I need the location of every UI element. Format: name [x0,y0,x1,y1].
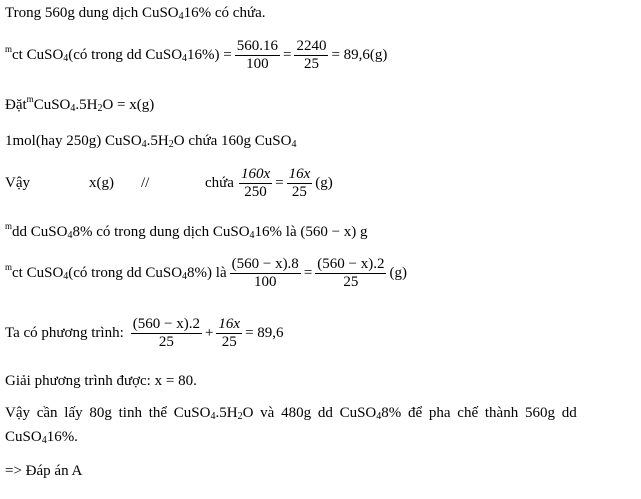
subscript: 4 [178,10,184,22]
text: O và 480g dd CuSO [242,405,377,421]
subscript: 4 [41,434,47,446]
text: CuSO [5,429,42,445]
numerator: 160x [240,166,271,182]
fraction [315,256,386,292]
text: dd CuSO [12,224,68,240]
prefix-m: m [5,221,13,231]
text: .5H [75,97,98,113]
prefix-m: m [5,44,13,55]
fraction [131,316,202,352]
denominator: 250 [244,184,267,201]
line-9 [5,374,197,389]
line-11 [5,430,78,445]
text: Vậy cần lấy 80g tinh thể CuSO [5,405,211,421]
subscript: 2 [97,102,103,114]
denominator: 25 [343,274,359,291]
subscript: 4 [70,102,76,114]
subscript: 4 [63,270,69,282]
line-8 [5,316,284,352]
answer-text: => Đáp án A [5,463,83,479]
plus: + [204,325,214,342]
subscript: 4 [141,138,147,150]
numerator: 560.16 [236,38,278,54]
text: ct CuSO [12,47,64,64]
denominator: 25 [158,334,174,351]
fraction [294,38,328,74]
text: Ta có phương trình: [5,325,124,342]
subscript: 4 [67,229,73,241]
numerator: (560 − x).8 [231,256,299,272]
subscript: 4 [376,410,382,422]
fraction [239,166,272,202]
text: .5H [146,133,169,149]
text: Đặt [5,97,27,113]
fraction [216,316,242,352]
text: .5H [215,405,238,421]
subscript: 2 [237,410,243,422]
text: 8% để pha chế thành 560g dd [381,405,577,421]
text: Vậy [5,175,30,192]
unit: (g) [315,175,333,192]
prefix-m: m [26,94,34,104]
text: (có trong dd CuSO [68,47,183,64]
numerator: 16x [218,316,241,332]
denominator: 100 [246,56,269,73]
fraction [230,256,301,292]
fraction [235,38,280,74]
subscript: 4 [291,138,297,150]
line-6 [5,221,368,241]
unit: (g) [389,265,407,282]
equals: = [303,265,313,282]
text: ct CuSO [12,265,64,282]
denominator: 25 [303,56,319,73]
line-1 [5,6,266,21]
text: CuSO [33,97,71,113]
fraction [287,166,313,202]
text: 8% có trong dung dịch CuSO [72,224,250,240]
text: 16%. [46,429,78,445]
subscript: 4 [63,52,69,64]
numerator: (560 − x).2 [132,316,200,332]
line-12 [5,464,82,479]
text: O = x(g) [102,97,155,113]
equals: = [275,175,284,192]
text: 16% là (560 − x) g [254,224,368,240]
denominator: 25 [291,184,307,201]
denominator: 25 [221,334,237,351]
line-4 [5,134,296,149]
text: Trong 560g dung dịch CuSO [5,5,179,21]
line-10 [5,406,577,421]
prefix-m: m [5,262,13,273]
subscript: 4 [249,229,255,241]
numerator: (560 − x).2 [317,256,385,272]
numerator: 16x [288,166,311,182]
line-7 [5,256,407,292]
result: = 89,6(g) [331,47,388,64]
text: 16% có chứa. [183,5,266,21]
line-5 [5,166,333,202]
subscript: 4 [182,270,188,282]
text: 16%) = [187,47,232,64]
equals: = [282,47,292,64]
text: 1mol(hay 250g) CuSO [5,133,142,149]
subscript: 4 [210,410,216,422]
subscript: 4 [182,52,188,64]
numerator: 2240 [296,38,327,54]
result: = 89,6 [245,325,284,342]
subscript: 2 [168,138,174,150]
line-3 [5,94,155,114]
text: 8%) là [187,265,227,282]
line-2 [5,38,387,74]
text: chứa [205,175,234,192]
text: O chứa 160g CuSO [173,133,292,149]
text: Giải phương trình được: x = 80. [5,373,197,389]
denominator: 100 [253,274,277,291]
text: x(g) [89,175,114,192]
text: (có trong dd CuSO [68,265,183,282]
text: // [141,175,150,192]
